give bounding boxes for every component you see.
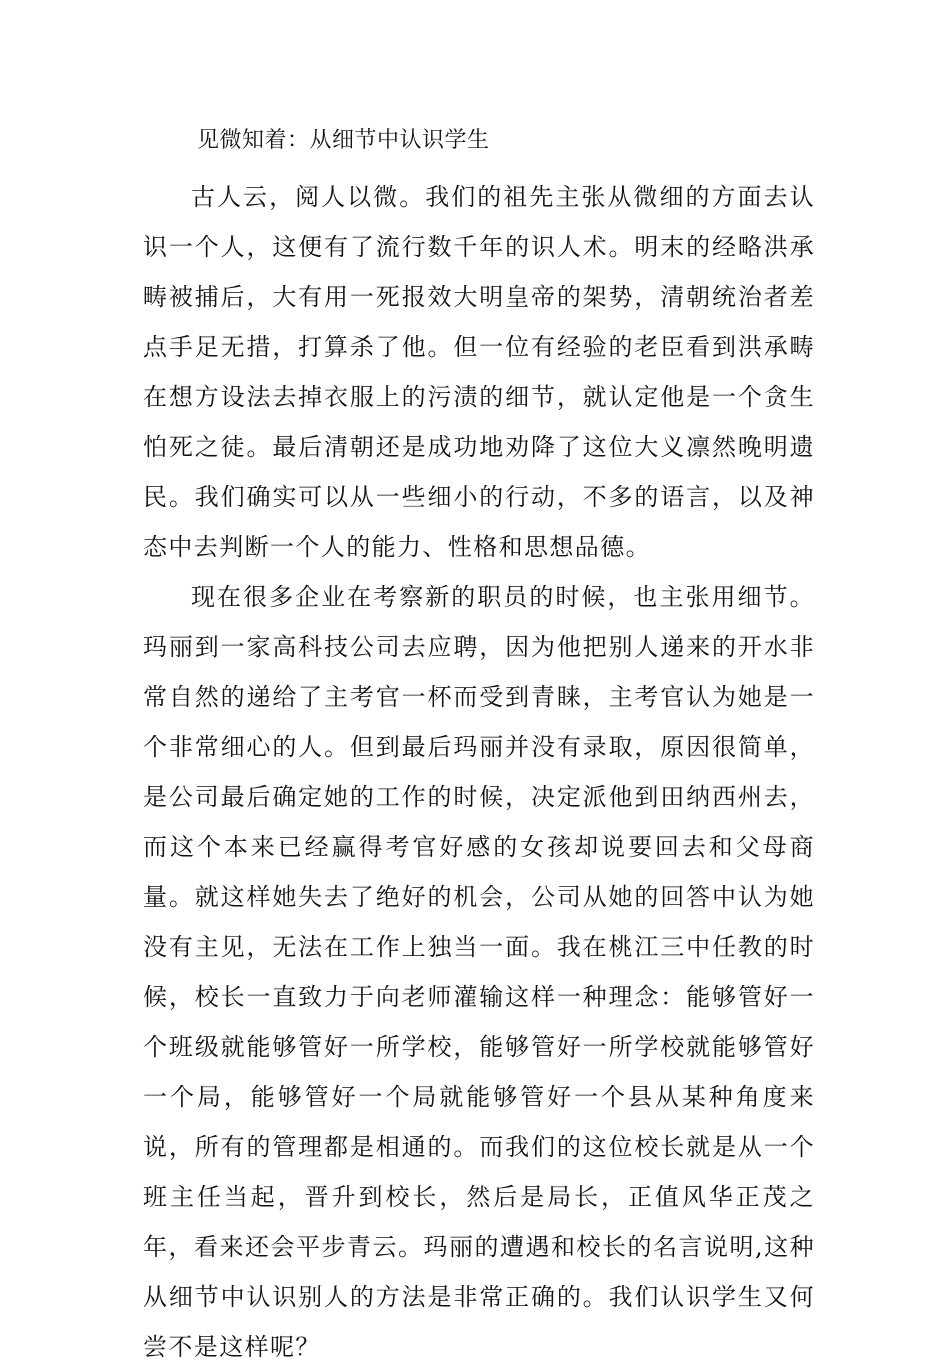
paragraph-1: 古人云，阅人以微。我们的祖先主张从微细的方面去认识一个人，这便有了流行数千年的识人术。明末的经略洪承畴被捕后，大有用一死报效大明皇帝的架势，清朝统治者差点手足无措，打算杀了他。但一位有经验的老臣看到洪承畴在想方设法去掉衣服上的污渍的细节，就认定他是一个贪生怕死之徒。最后清朝还是成功地劝降了这位大义凛然晚明遗民。我们确实可以从一些细小的行动，不多的语言，以及神态中去判断一个人的能力、性格和思想品德。: [143, 183, 815, 561]
document-title: 见微知着：从细节中认识学生: [197, 128, 490, 153]
paragraph-2: 现在很多企业在考察新的职员的时候，也主张用细节。玛丽到一家高科技公司去应聘，因为他把别人递来的开水非常自然的递给了主考官一杯而受到青睐，主考官认为她是一个非常细心的人。但到最后玛丽并没有录取，原因很简单，是公司最后确定她的工作的时候，决定派他到田纳西州去，而这个本来已经赢得考官好感的女孩却说要回去和父母商量。就这样她失去了绝好的机会，公司从她的回答中认为她没有主见，无法在工作上独当一面。我在桃江三中任教的时候，校长一直致力于向老师灌输这样一种理念：能够管好一个班级就能够管好一所学校，能够管好一所学校就能够管好一个局，能够管好一个局就能够管好一个县从某种角度来说，所有的管理都是相通的。而我们的这位校长就是从一个班主任当起，晋升到校长，然后是局长，正值风华正茂之年，看来还会平步青云。玛丽的遭遇和校长的名言说明,这种从细节中认识别人的方法是非常正确的。我们认识学生又何尝不是这样呢？: [143, 583, 815, 1361]
document-page: [143, 122, 815, 1372]
